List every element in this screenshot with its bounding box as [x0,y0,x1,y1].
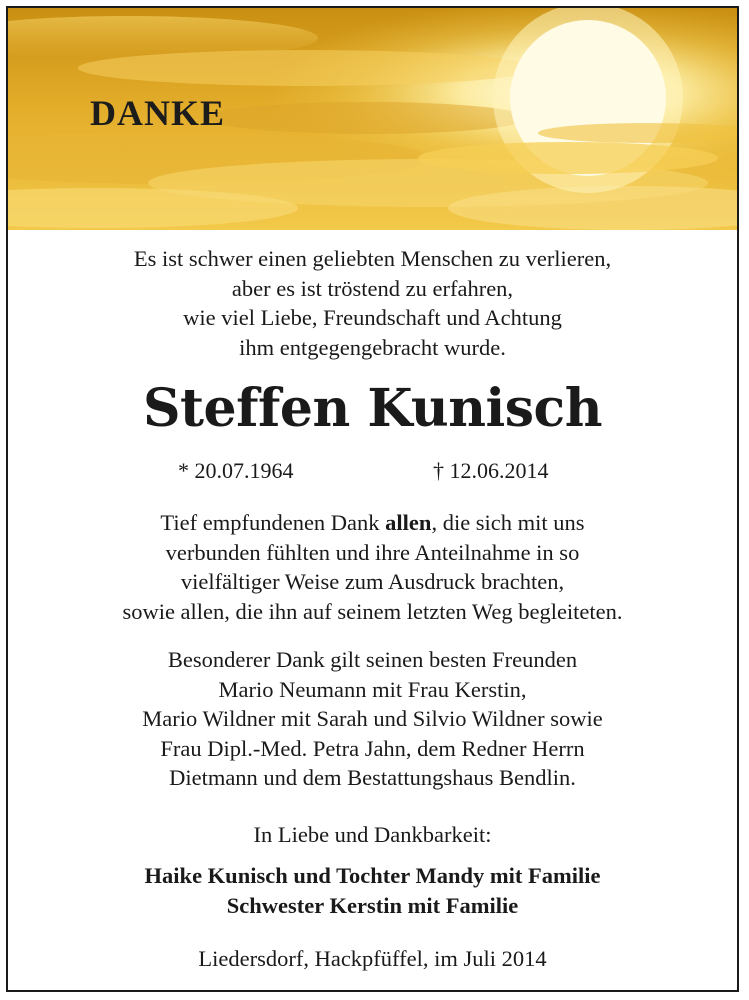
death-date: † 12.06.2014 [433,458,549,483]
closing-greeting [8,820,737,850]
place-date-line: Liedersdorf, Hackpfüffel, im Juli 2014 [198,946,547,971]
thanks-line [8,508,737,538]
obituary-frame [6,6,739,992]
thanks-line: vielfältiger Weise zum Ausdruck brachten, [180,569,565,594]
banner-title: DANKE [90,93,226,133]
thanks-paragraph [8,508,737,626]
greeting-line: In Liebe und Dankbarkeit: [253,822,492,847]
signer-line: Schwester Kerstin mit Familie [226,892,519,918]
special-thanks-paragraph [8,645,737,793]
special-line: Besonderer Dank gilt seinen besten Freunden [167,647,578,672]
sunset-banner [8,8,737,230]
thanks-line: sowie allen, die ihn auf seinem letzten Weg begleiteten. [122,598,623,624]
special-line: Mario Wildner mit Sarah und Silvio Wildner sowie [142,706,603,731]
intro-line: aber es ist tröstend zu erfahren, [231,275,514,301]
signer-line: Haike Kunisch und Tochter Mandy mit Familie [144,863,601,888]
intro-line: wie viel Liebe, Freundschaft und Achtung [183,305,562,330]
intro-verse [8,244,737,362]
place-date [8,944,737,974]
thanks-text: , die sich mit uns [431,510,585,535]
birth-date: * 20.07.1964 [178,458,294,483]
deceased-name: Steffen Kunisch [142,378,603,439]
intro-line: Es ist schwer einen geliebten Menschen zu verlieren, [133,246,612,271]
signers-block [8,861,737,920]
special-line: Dietmann und dem Bestattungshaus Bendlin. [169,765,576,790]
special-line: Mario Neumann mit Frau Kerstin, [218,676,527,702]
special-line: Frau Dipl.-Med. Petra Jahn, dem Redner Herrn [160,735,585,761]
thanks-emphasis: allen [385,510,432,535]
thanks-line: verbunden fühlten und ihre Anteilnahme in so [165,539,580,565]
thanks-text: Tief empfundenen Dank [160,510,386,535]
intro-line: ihm entgegengebracht wurde. [239,334,506,360]
